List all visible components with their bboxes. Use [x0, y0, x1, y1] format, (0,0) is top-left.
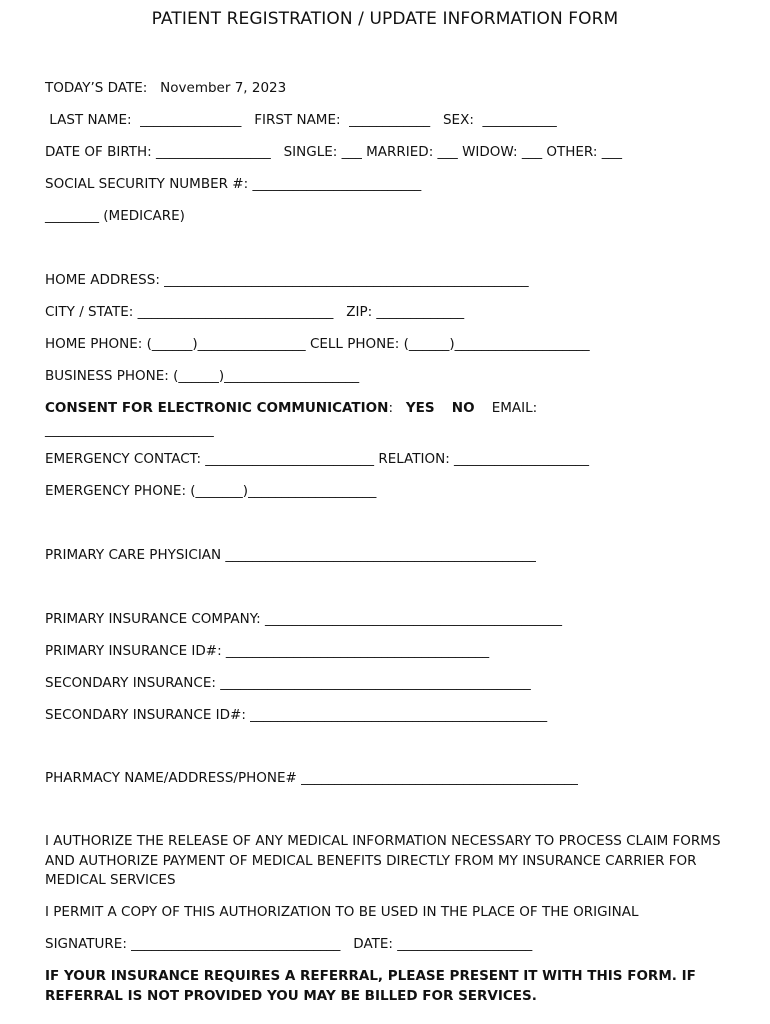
- secondary-insurance-id-row: SECONDARY INSURANCE ID#: ____________________________________________: [45, 707, 548, 723]
- todays-date-row: [45, 80, 286, 96]
- consent-label: CONSENT FOR ELECTRONIC COMMUNICATION: [45, 400, 389, 416]
- signature-date-row: SIGNATURE: _______________________________ DATE: ____________________: [45, 936, 533, 952]
- permit-copy-statement: I PERMIT A COPY OF THIS AUTHORIZATION TO BE USED IN THE PLACE OF THE ORIGINAL: [45, 904, 639, 920]
- referral-notice: IF YOUR INSURANCE REQUIRES A REFERRAL, PLEASE PRESENT IT WITH THIS FORM. IF REFERRAL IS NOT PROVIDED YOU MAY BE BILLED FOR SERVICES.: [45, 968, 696, 1004]
- authorization-paragraph: I AUTHORIZE THE RELEASE OF ANY MEDICAL INFORMATION NECESSARY TO PROCESS CLAIM FORMS AND AUTHORIZE PAYMENT OF MEDICAL BENEFITS DIRECTLY FROM MY INSURANCE CARRIER FOR MEDICAL SERVICES: [45, 833, 721, 888]
- primary-care-physician-row: PRIMARY CARE PHYSICIAN ______________________________________________: [45, 547, 536, 563]
- dob-marital-row: DATE OF BIRTH: _________________ SINGLE: ___ MARRIED: ___ WIDOW: ___ OTHER: ___: [45, 144, 622, 160]
- primary-insurance-id-row: PRIMARY INSURANCE ID#: _______________________________________: [45, 643, 490, 659]
- emergency-phone-row: EMERGENCY PHONE: (_______)___________________: [45, 483, 377, 499]
- consent-no-option: NO: [451, 400, 475, 416]
- name-sex-row: LAST NAME: _______________ FIRST NAME: ____________ SEX: ___________: [45, 112, 557, 128]
- consent-colon: :: [388, 400, 406, 416]
- secondary-insurance-row: SECONDARY INSURANCE: ______________________________________________: [45, 675, 531, 691]
- ssn-row: SOCIAL SECURITY NUMBER #: _________________________: [45, 176, 422, 192]
- email-blank: _________________________: [45, 422, 214, 438]
- emergency-contact-row: EMERGENCY CONTACT: _________________________ RELATION: ____________________: [45, 451, 590, 467]
- business-phone-row: BUSINESS PHONE: (______)____________________: [45, 368, 360, 384]
- home-address-row: HOME ADDRESS: ______________________________________________________: [45, 272, 529, 288]
- medicare-row: ________ (MEDICARE): [45, 208, 185, 224]
- home-cell-phone-row: HOME PHONE: (______)________________ CELL PHONE: (______)____________________: [45, 336, 590, 352]
- primary-insurance-company-row: PRIMARY INSURANCE COMPANY: ____________________________________________: [45, 611, 562, 627]
- pharmacy-row: PHARMACY NAME/ADDRESS/PHONE# _________________________________________: [45, 770, 578, 786]
- consent-row: [45, 400, 537, 416]
- consent-yes-option: YES: [405, 400, 435, 416]
- city-state-zip-row: CITY / STATE: _____________________________ ZIP: _____________: [45, 304, 465, 320]
- todays-date-label: TODAY’S DATE:: [45, 80, 148, 96]
- email-label: EMAIL:: [491, 400, 538, 416]
- form-title: PATIENT REGISTRATION / UPDATE INFORMATION FORM: [151, 9, 619, 29]
- todays-date-value: November 7, 2023: [160, 80, 287, 96]
